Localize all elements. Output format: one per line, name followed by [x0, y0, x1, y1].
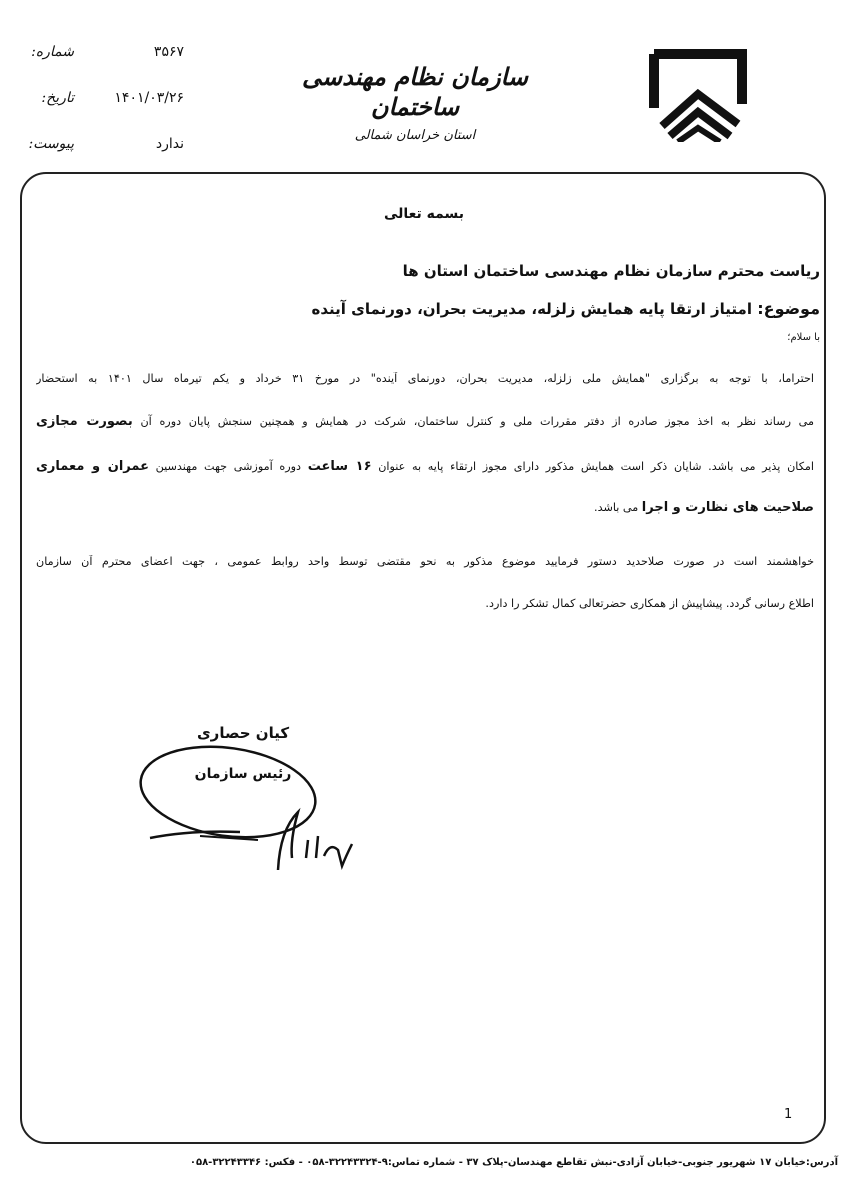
date-value: ۱۴۰۱/۰۳/۲۶	[114, 90, 184, 106]
footer-address: آدرس:خیابان ۱۷ شهریور جنوبی-خیابان آزادی-نبش تقاطع مهندسان-پلاک ۳۷ - شماره تماس:۹-۳۲۲۴۳۳۲۴-۰۵۸ - فکس: ۳۲۲۴۳۳۴۶-۰۵۸	[189, 1157, 838, 1168]
number-row	[22, 38, 192, 66]
paragraph-1-line-1	[36, 372, 814, 385]
emphasis-text: صلاحیت های نظارت و اجرا	[641, 500, 814, 515]
date-row	[22, 84, 192, 112]
subject-label: موضوع:	[757, 299, 820, 318]
paragraph-1-line-3	[36, 459, 814, 474]
emphasis-text: ۱۶ ساعت	[307, 459, 372, 474]
organization-header	[300, 62, 530, 146]
emphasis-text: بصورت مجازی	[36, 414, 133, 429]
attachment-row	[22, 130, 192, 158]
salutation: با سلام؛	[787, 332, 820, 343]
organization-logo-icon	[648, 42, 748, 142]
paragraph-text: می رساند نظر به اخذ مجوز صادره از دفتر مقررات ملی و کنترل ساختمان، شرکت در همایش و همچنین سنجش پایان دوره آن	[140, 415, 814, 428]
organization-name: سازمان نظام مهندسی ساختمان	[302, 62, 528, 121]
paragraph-text: دوره آموزشی جهت مهندسین	[155, 460, 302, 473]
paragraph-text: امکان پذیر می باشد. شایان ذکر است همایش مذکور دارای مجوز ارتقاء پایه به عنوان	[378, 460, 814, 473]
subject-line	[40, 299, 820, 318]
number-label: شماره:	[31, 44, 74, 60]
paragraph-2-line-1	[36, 555, 814, 568]
paragraph-text: احتراما، با توجه به برگزاری "همایش ملی زلزله، مدیریت بحران، دورنمای آینده" در مورخ ۳۱ خرداد و یکم تیرماه سال ۱۴۰۱ به استحضار	[36, 372, 814, 385]
opening-title: بسمه تعالی	[383, 206, 465, 222]
number-value: ۳۵۶۷	[153, 44, 184, 60]
recipient: ریاست محترم سازمان نظام مهندسی ساختمان استان ها	[402, 262, 820, 280]
paragraph-text: خواهشمند است در صورت صلاحدید دستور فرمایید موضوع مذکور به نحو مقتضی توسط واحد روابط عمومی ، جهت اعضای محترم آن سازمان	[36, 555, 814, 568]
organization-province: استان خراسان شمالی	[354, 128, 476, 143]
paragraph-text: اطلاع رسانی گردد. پیشاپیش از همکاری حضرتعالی کمال تشکر را دارد.	[485, 597, 814, 610]
paragraph-1-line-2	[36, 414, 814, 429]
signatory-title: رئیس سازمان	[194, 766, 292, 782]
emphasis-text: عمران و معماری	[36, 459, 149, 474]
paragraph-text: می باشد.	[594, 501, 639, 514]
paragraph-1-line-4	[36, 500, 814, 515]
attachment-value: ندارد	[155, 136, 184, 152]
letter-metadata	[22, 38, 192, 168]
page-number: 1	[784, 1107, 793, 1122]
date-label: تاریخ:	[41, 90, 74, 106]
signatory-name: کیان حصاری	[196, 724, 290, 742]
subject-text: امتیاز ارتقا پایه همایش زلزله، مدیریت بحران، دورنمای آینده	[311, 300, 752, 318]
handwritten-signature	[130, 740, 360, 890]
attachment-label: پیوست:	[28, 136, 74, 152]
paragraph-2-line-2	[36, 597, 814, 610]
